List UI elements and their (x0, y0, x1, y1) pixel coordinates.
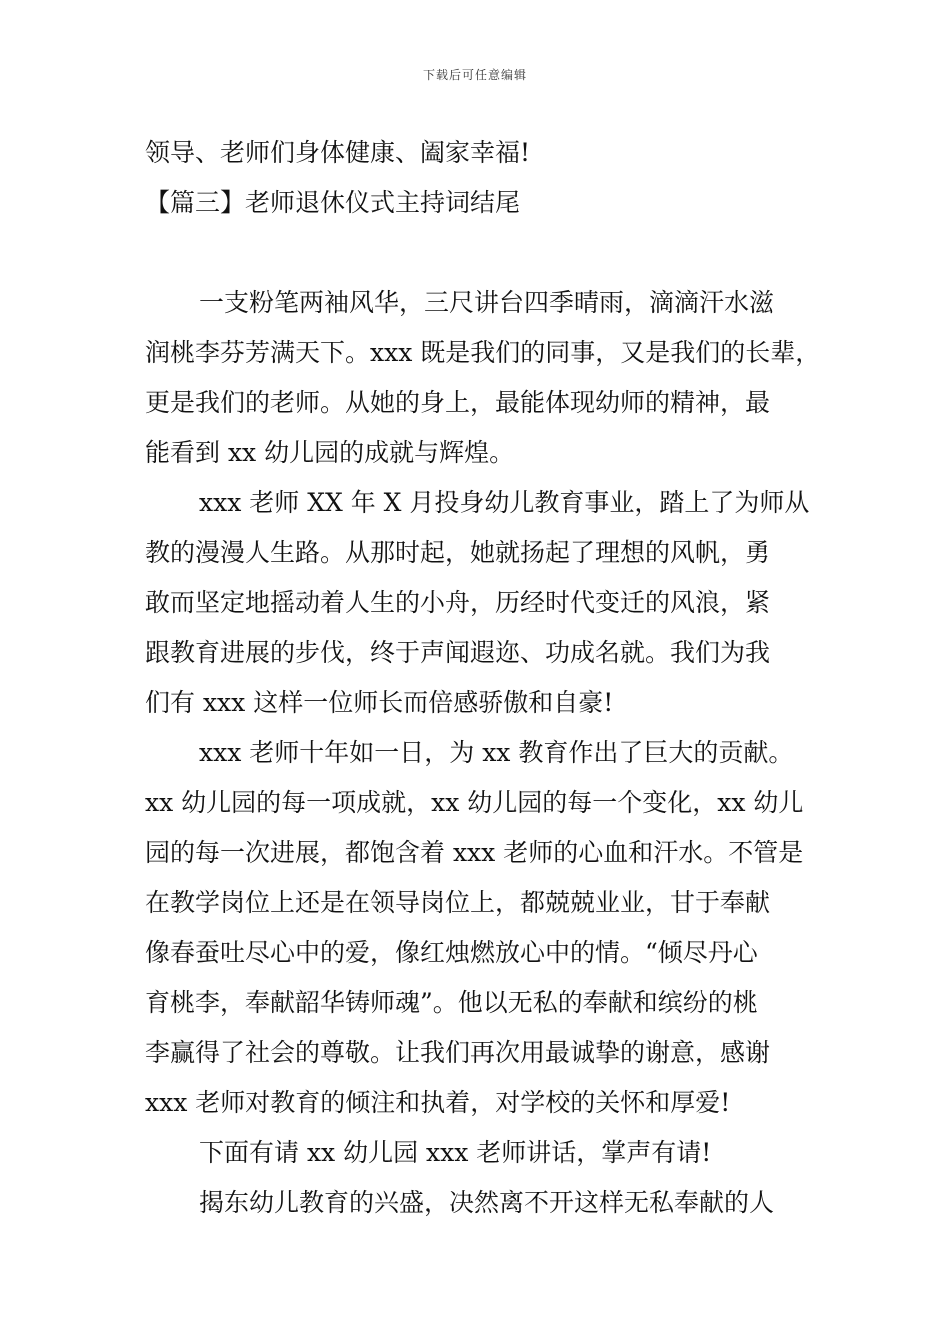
text-line: 领导、老师们身体健康、阖家幸福! (145, 138, 531, 167)
text-line: 教的漫漫人生路。从那时起，她就扬起了理想的风帆，勇 (145, 538, 771, 567)
text-line: 在教学岗位上还是在领导岗位上，都兢兢业业，甘于奉献 (145, 888, 771, 917)
text-line: xx 幼儿园的每一项成就，xx 幼儿园的每一个变化，xx 幼儿 (145, 788, 804, 817)
text-line: 能看到 xx 幼儿园的成就与辉煌。 (145, 438, 515, 467)
text-line: 园的每一次进展，都饱含着 xxx 老师的心血和汗水。不管是 (145, 838, 804, 867)
text-line: 润桃李芬芳满天下。xxx 既是我们的同事，又是我们的长辈， (145, 338, 821, 367)
text-line: 更是我们的老师。从她的身上，最能体现幼师的精神，最 (145, 388, 771, 417)
text-line: 敢而坚定地摇动着人生的小舟，历经时代变迁的风浪，紧 (145, 588, 771, 617)
paragraph-start: 揭东幼儿教育的兴盛，决然离不开这样无私奉献的人 (199, 1188, 775, 1217)
document-body (145, 128, 835, 1228)
text-line: 们有 xxx 这样一位师长而倍感骄傲和自豪! (145, 688, 614, 717)
text-line: 跟教育进展的步伐，终于声闻遐迩、功成名就。我们为我 (145, 638, 771, 667)
paragraph-start: 一支粉笔两袖风华，三尺讲台四季晴雨，滴滴汗水滋 (199, 288, 775, 317)
text-line: 育桃李，奉献韶华铸师魂”。他以无私的奉献和缤纷的桃 (145, 988, 758, 1017)
paragraph-start: xxx 老师十年如一日，为 xx 教育作出了巨大的贡献。 (199, 738, 794, 767)
paragraph-start: 下面有请 xx 幼儿园 xxx 老师讲话，掌声有请! (199, 1138, 712, 1167)
paragraph-start: xxx 老师 XX 年 X 月投身幼儿教育事业，踏上了为师从 (199, 488, 810, 517)
blank-line (145, 228, 835, 278)
text-line: 像春蚕吐尽心中的爱，像红烛燃放心中的情。“倾尽丹心 (145, 938, 758, 967)
text-line: 李赢得了社会的尊敬。让我们再次用最诚挚的谢意，感谢 (145, 1038, 771, 1067)
page-header: 下载后可任意编辑 (422, 68, 527, 82)
section-heading: 【篇三】老师退休仪式主持词结尾 (145, 188, 521, 217)
text-line: xxx 老师对教育的倾注和执着，对学校的关怀和厚爱! (145, 1088, 731, 1117)
